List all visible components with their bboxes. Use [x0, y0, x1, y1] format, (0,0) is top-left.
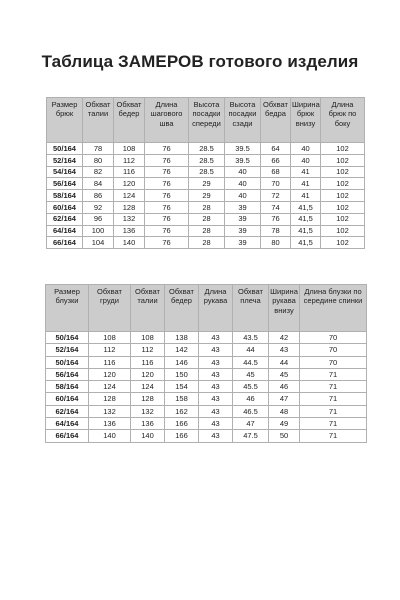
- measurement-cell: 166: [165, 430, 199, 442]
- measurement-cell: 150: [165, 368, 199, 380]
- measurement-cell: 43: [199, 356, 233, 368]
- measurement-cell: 76: [261, 213, 291, 225]
- size-cell: 62/164: [46, 405, 89, 417]
- measurement-cell: 43: [199, 381, 233, 393]
- measurement-cell: 43: [199, 368, 233, 380]
- measurement-cell: 76: [145, 178, 189, 190]
- header-row: [46, 285, 367, 332]
- measurement-cell: 72: [261, 190, 291, 202]
- column-header: Обхват бедер: [165, 285, 199, 332]
- measurement-cell: 28.5: [189, 143, 225, 155]
- measurement-cell: 136: [114, 225, 145, 237]
- column-header: Ширина рукава внизу: [269, 285, 300, 332]
- measurement-cell: 128: [89, 393, 131, 405]
- measurement-cell: 140: [114, 237, 145, 249]
- measurement-cell: 124: [89, 381, 131, 393]
- measurement-cell: 102: [321, 237, 365, 249]
- table-row: [46, 381, 367, 393]
- measurement-cell: 132: [89, 405, 131, 417]
- table-row: [47, 201, 365, 213]
- measurement-cell: 124: [131, 381, 165, 393]
- size-cell: 56/164: [46, 368, 89, 380]
- measurement-cell: 45.5: [233, 381, 269, 393]
- measurement-cell: 71: [300, 393, 367, 405]
- measurement-cell: 50: [269, 430, 300, 442]
- measurement-cell: 142: [165, 344, 199, 356]
- measurement-cell: 76: [145, 166, 189, 178]
- measurement-cell: 86: [83, 190, 114, 202]
- table-row: [46, 430, 367, 442]
- measurement-cell: 28.5: [189, 166, 225, 178]
- measurement-cell: 70: [300, 344, 367, 356]
- measurement-cell: 71: [300, 418, 367, 430]
- table-row: [47, 225, 365, 237]
- measurement-cell: 71: [300, 405, 367, 417]
- measurement-cell: 102: [321, 190, 365, 202]
- measurement-cell: 140: [89, 430, 131, 442]
- measurement-cell: 47.5: [233, 430, 269, 442]
- measurement-cell: 43: [199, 418, 233, 430]
- measurement-cell: 120: [131, 368, 165, 380]
- measurement-cell: 46: [233, 393, 269, 405]
- size-cell: 60/164: [47, 201, 83, 213]
- measurement-cell: 43: [269, 344, 300, 356]
- table-header: [46, 285, 367, 332]
- measurement-cell: 44.5: [233, 356, 269, 368]
- measurement-cell: 29: [189, 178, 225, 190]
- measurement-cell: 71: [300, 368, 367, 380]
- measurement-cell: 44: [269, 356, 300, 368]
- table-row: [47, 178, 365, 190]
- measurement-cell: 102: [321, 166, 365, 178]
- page-title: Таблица ЗАМЕРОВ готового изделия: [41, 52, 359, 71]
- size-cell: 58/164: [46, 381, 89, 393]
- size-cell: 62/164: [47, 213, 83, 225]
- measurement-cell: 100: [83, 225, 114, 237]
- measurement-cell: 47: [269, 393, 300, 405]
- measurement-cell: 39.5: [225, 154, 261, 166]
- size-cell: 50/164: [47, 143, 83, 155]
- measurement-cell: 76: [145, 225, 189, 237]
- measurement-cell: 102: [321, 178, 365, 190]
- column-header: Обхват бедер: [114, 98, 145, 143]
- size-cell: 50/164: [46, 332, 89, 344]
- table-row: [46, 332, 367, 344]
- measurement-cell: 71: [300, 430, 367, 442]
- measurement-cell: 116: [114, 166, 145, 178]
- size-cell: 50/164: [46, 356, 89, 368]
- table-row: [46, 405, 367, 417]
- measurement-cell: 108: [131, 332, 165, 344]
- measurement-cell: 66: [261, 154, 291, 166]
- column-header: Размер брюк: [47, 98, 83, 143]
- column-header: Обхват бедра: [261, 98, 291, 143]
- measurement-cell: 84: [83, 178, 114, 190]
- measurement-cell: 128: [114, 201, 145, 213]
- measurement-cell: 120: [114, 178, 145, 190]
- size-cell: 58/164: [47, 190, 83, 202]
- measurement-cell: 112: [114, 154, 145, 166]
- column-header: Длина брюк по боку: [321, 98, 365, 143]
- measurement-cell: 71: [300, 381, 367, 393]
- measurement-cell: 70: [300, 356, 367, 368]
- measurement-cell: 108: [89, 332, 131, 344]
- size-cell: 64/164: [46, 418, 89, 430]
- measurement-cell: 43: [199, 332, 233, 344]
- measurement-cell: 102: [321, 201, 365, 213]
- measurement-cell: 102: [321, 225, 365, 237]
- measurement-cell: 80: [261, 237, 291, 249]
- measurement-cell: 136: [89, 418, 131, 430]
- measurement-cell: 28: [189, 213, 225, 225]
- size-cell: 54/164: [47, 166, 83, 178]
- measurement-cell: 102: [321, 213, 365, 225]
- measurement-cell: 41: [291, 166, 321, 178]
- measurement-cell: 76: [145, 190, 189, 202]
- measurement-cell: 76: [145, 213, 189, 225]
- blouse-measurements-table: [45, 284, 367, 443]
- table-body: [46, 332, 367, 443]
- measurement-cell: 146: [165, 356, 199, 368]
- column-header: Высота посадки сзади: [225, 98, 261, 143]
- measurement-cell: 43.5: [233, 332, 269, 344]
- table-row: [46, 344, 367, 356]
- measurement-cell: 39: [225, 201, 261, 213]
- measurement-cell: 39.5: [225, 143, 261, 155]
- table-row: [47, 237, 365, 249]
- measurement-cell: 120: [89, 368, 131, 380]
- measurement-cell: 112: [131, 344, 165, 356]
- measurement-cell: 43: [199, 430, 233, 442]
- measurement-cell: 112: [89, 344, 131, 356]
- header-row: [47, 98, 365, 143]
- column-header: Длина шагового шва: [145, 98, 189, 143]
- measurement-cell: 74: [261, 201, 291, 213]
- column-header: Длина блузки по середине спинки: [300, 285, 367, 332]
- measurement-cell: 116: [131, 356, 165, 368]
- measurement-cell: 96: [83, 213, 114, 225]
- table-row: [46, 356, 367, 368]
- measurement-cell: 78: [261, 225, 291, 237]
- measurement-cell: 64: [261, 143, 291, 155]
- measurement-cell: 43: [199, 344, 233, 356]
- measurement-cell: 28: [189, 237, 225, 249]
- measurement-cell: 41,5: [291, 213, 321, 225]
- measurement-cell: 49: [269, 418, 300, 430]
- column-header: Высота посадки спереди: [189, 98, 225, 143]
- measurement-cell: 92: [83, 201, 114, 213]
- size-cell: 56/164: [47, 178, 83, 190]
- table-row: [46, 368, 367, 380]
- size-cell: 52/164: [47, 154, 83, 166]
- measurement-cell: 41,5: [291, 201, 321, 213]
- measurement-cell: 132: [114, 213, 145, 225]
- measurement-cell: 48: [269, 405, 300, 417]
- measurement-cell: 40: [225, 166, 261, 178]
- measurement-cell: 41: [291, 190, 321, 202]
- measurement-cell: 40: [291, 143, 321, 155]
- measurement-cell: 76: [145, 143, 189, 155]
- measurement-cell: 28: [189, 201, 225, 213]
- measurement-cell: 124: [114, 190, 145, 202]
- measurement-cell: 28.5: [189, 154, 225, 166]
- table-row: [47, 213, 365, 225]
- measurement-cell: 136: [131, 418, 165, 430]
- measurement-cell: 68: [261, 166, 291, 178]
- table-body: [47, 143, 365, 249]
- measurement-cell: 70: [300, 332, 367, 344]
- measurement-cell: 47: [233, 418, 269, 430]
- table-row: [47, 154, 365, 166]
- measurement-cell: 29: [189, 190, 225, 202]
- table-row: [47, 166, 365, 178]
- measurement-cell: 158: [165, 393, 199, 405]
- measurement-cell: 76: [145, 237, 189, 249]
- measurement-cell: 140: [131, 430, 165, 442]
- measurement-cell: 45: [269, 368, 300, 380]
- size-cell: 52/164: [46, 344, 89, 356]
- column-header: Обхват груди: [89, 285, 131, 332]
- measurement-cell: 102: [321, 143, 365, 155]
- measurement-cell: 42: [269, 332, 300, 344]
- size-cell: 60/164: [46, 393, 89, 405]
- column-header: Ширина брюк внизу: [291, 98, 321, 143]
- measurement-cell: 40: [225, 190, 261, 202]
- measurement-cell: 76: [145, 154, 189, 166]
- measurement-cell: 39: [225, 213, 261, 225]
- trousers-measurements-table: [46, 97, 365, 249]
- measurement-cell: 43: [199, 393, 233, 405]
- column-header: Обхват талии: [83, 98, 114, 143]
- measurement-cell: 41,5: [291, 225, 321, 237]
- measurement-cell: 45: [233, 368, 269, 380]
- size-cell: 66/164: [46, 430, 89, 442]
- measurement-cell: 76: [145, 201, 189, 213]
- table-row: [46, 393, 367, 405]
- measurement-cell: 28: [189, 225, 225, 237]
- measurement-cell: 41: [291, 178, 321, 190]
- measurement-cell: 78: [83, 143, 114, 155]
- table-row: [46, 418, 367, 430]
- column-header: Обхват талии: [131, 285, 165, 332]
- column-header: Длина рукава: [199, 285, 233, 332]
- measurement-cell: 104: [83, 237, 114, 249]
- size-cell: 64/164: [47, 225, 83, 237]
- measurement-cell: 166: [165, 418, 199, 430]
- measurement-cell: 39: [225, 225, 261, 237]
- measurement-cell: 41,5: [291, 237, 321, 249]
- measurement-cell: 116: [89, 356, 131, 368]
- table-header: [47, 98, 365, 143]
- measurement-cell: 70: [261, 178, 291, 190]
- measurement-cell: 44: [233, 344, 269, 356]
- measurement-cell: 154: [165, 381, 199, 393]
- measurement-cell: 40: [291, 154, 321, 166]
- measurement-cell: 39: [225, 237, 261, 249]
- size-cell: 66/164: [47, 237, 83, 249]
- measurement-cell: 46: [269, 381, 300, 393]
- measurement-cell: 80: [83, 154, 114, 166]
- table-row: [47, 143, 365, 155]
- measurement-cell: 40: [225, 178, 261, 190]
- measurement-cell: 138: [165, 332, 199, 344]
- measurement-cell: 108: [114, 143, 145, 155]
- column-header: Обхват плеча: [233, 285, 269, 332]
- table-row: [47, 190, 365, 202]
- measurement-cell: 43: [199, 405, 233, 417]
- measurement-cell: 82: [83, 166, 114, 178]
- measurement-cell: 102: [321, 154, 365, 166]
- measurement-cell: 46.5: [233, 405, 269, 417]
- measurement-cell: 162: [165, 405, 199, 417]
- measurement-cell: 132: [131, 405, 165, 417]
- column-header: Размер блузки: [46, 285, 89, 332]
- measurement-cell: 128: [131, 393, 165, 405]
